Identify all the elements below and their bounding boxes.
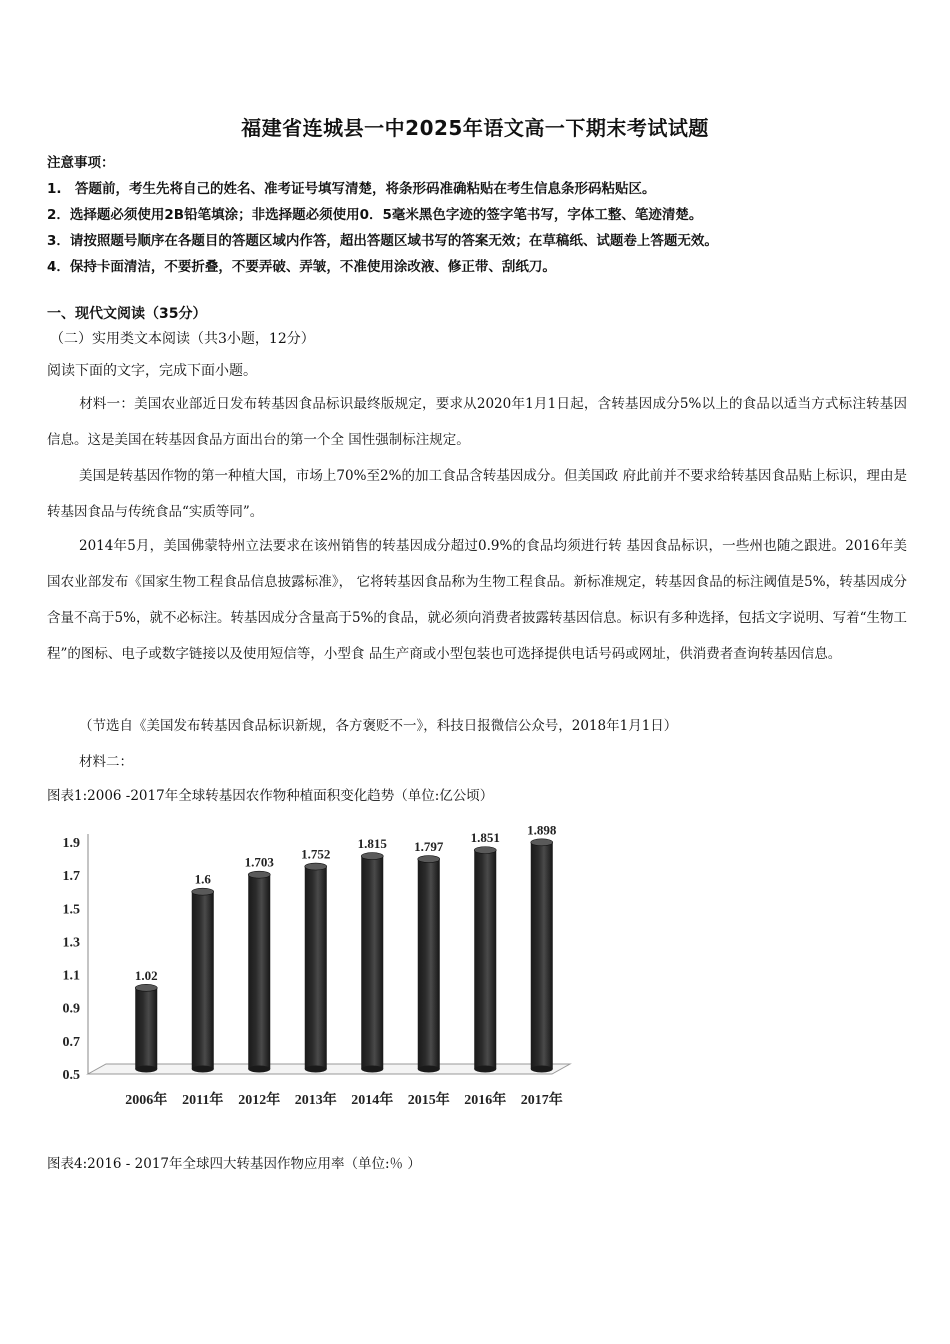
bar-base bbox=[474, 1066, 496, 1073]
notice-item: 1. 答题前，考生先将自己的姓名、准考证号填写清楚，将条形码准确粘贴在考生信息条形码粘贴区。 bbox=[47, 181, 656, 197]
notice-item: 2．选择题必须使用2B铅笔填涂；非选择题必须使用0．5毫米黑色字迹的签字笔书写，字体工整、笔迹清楚。 bbox=[47, 207, 703, 223]
bar-top bbox=[418, 856, 440, 863]
x-tick-label: 2014年 bbox=[351, 1093, 394, 1108]
bar bbox=[248, 875, 270, 1069]
data-label: 1.02 bbox=[134, 967, 158, 983]
bar bbox=[192, 892, 214, 1069]
bar-top bbox=[474, 847, 496, 854]
bar-base bbox=[531, 1066, 553, 1073]
bar bbox=[418, 859, 440, 1069]
data-label: 1.703 bbox=[244, 854, 274, 870]
bar bbox=[531, 842, 553, 1069]
notice-heading: 注意事项： bbox=[47, 155, 115, 171]
bar-base bbox=[135, 1066, 157, 1073]
x-tick-label: 2006年 bbox=[125, 1093, 168, 1108]
bar-top bbox=[305, 863, 327, 870]
x-tick-label: 2013年 bbox=[294, 1093, 337, 1108]
bar bbox=[305, 867, 327, 1069]
bar bbox=[135, 988, 157, 1069]
paragraph: 2014年5月，美国佛蒙特州立法要求在该州销售的转基因成分超过0.9%的食品均须进行转 基因食品标识，一些州也随之跟进。2016年美国农业部发布《国家生物工程食品信息披露标准》， 它将转基因食品称为生物工程食品。新标准规定，转基因食品的标注阈值是5%，转基因成分含量不高于5%，就不必标注。转基因成分含量高于5%的食品，就必须向消费者披露转基因信息。标识有多种选择，包括文字说明、写着“生物工程”的图标、电子或数字链接以及使用短信等，小型食 品生产商或小型包装也可选择提供电话号码或网址，供消费者查询转基因信息。 bbox=[47, 538, 907, 662]
bar-top bbox=[361, 853, 383, 860]
paragraph: 美国是转基因作物的第一种植大国，市场上70%至2%的加工食品含转基因成分。但美国政 府此前并不要求给转基因食品贴上标识，理由是转基因食品与传统食品“实质等同”。 bbox=[47, 468, 907, 520]
paragraph: 材料一：美国农业部近日发布转基因食品标识最终版规定，要求从2020年1月1日起，含转基因成分5%以上的食品以适当方式标注转基因信息。这是美国在转基因食品方面出台的第一个全 国性强制标注规定。 bbox=[47, 396, 907, 448]
y-tick-label: 1.1 bbox=[62, 968, 80, 984]
bar-base bbox=[361, 1066, 383, 1073]
bar-top bbox=[248, 871, 270, 878]
data-label: 1.851 bbox=[470, 830, 500, 846]
bar-top bbox=[192, 888, 214, 895]
data-label: 1.6 bbox=[194, 871, 211, 887]
bar-base bbox=[248, 1066, 270, 1073]
x-tick-label: 2012年 bbox=[238, 1093, 281, 1108]
chart1-caption: 图表1:2006 -2017年全球转基因农作物种植面积变化趋势（单位:亿公顷） bbox=[47, 788, 494, 804]
y-tick-label: 1.9 bbox=[62, 836, 80, 851]
x-tick-label: 2015年 bbox=[407, 1093, 450, 1108]
chart-floor bbox=[88, 1064, 570, 1074]
bar-top bbox=[135, 984, 157, 991]
notice-item: 4．保持卡面清洁，不要折叠，不要弄破、弄皱，不准使用涂改液、修正带、刮纸刀。 bbox=[47, 259, 556, 275]
material-label: 材料二： bbox=[79, 754, 133, 770]
data-label: 1.898 bbox=[527, 822, 557, 838]
bar-chart bbox=[40, 812, 580, 1122]
page-title: 福建省连城县一中2025年语文高一下期末考试试题 bbox=[241, 116, 709, 140]
y-tick-label: 1.7 bbox=[62, 869, 80, 885]
data-label: 1.752 bbox=[301, 846, 331, 862]
bar-top bbox=[531, 839, 553, 846]
section-heading: 一、现代文阅读（35分） bbox=[47, 306, 207, 322]
y-tick-label: 1.3 bbox=[62, 935, 80, 951]
data-label: 1.815 bbox=[357, 836, 387, 852]
subsection-heading: （二）实用类文本阅读（共3小题，12分） bbox=[50, 331, 315, 347]
y-tick-label: 0.9 bbox=[62, 1001, 80, 1017]
y-tick-label: 0.5 bbox=[62, 1068, 80, 1083]
bar bbox=[361, 856, 383, 1069]
notice-item: 3．请按照题号顺序在各题目的答题区域内作答，超出答题区域书写的答案无效；在草稿纸、试题卷上答题无效。 bbox=[47, 233, 718, 249]
source-citation: （节选自《美国发布转基因食品标识新规，各方褒贬不一》，科技日报微信公众号，2018年1月1日） bbox=[79, 718, 678, 734]
x-tick-label: 2011年 bbox=[182, 1093, 224, 1108]
x-tick-label: 2016年 bbox=[464, 1093, 507, 1108]
y-tick-label: 0.7 bbox=[62, 1034, 80, 1050]
x-tick-label: 2017年 bbox=[520, 1093, 563, 1108]
y-tick-label: 1.5 bbox=[62, 902, 80, 918]
bar bbox=[474, 850, 496, 1069]
bar-base bbox=[305, 1066, 327, 1073]
chart4-caption: 图表4:2016 - 2017年全球四大转基因作物应用率（单位:％ ） bbox=[47, 1156, 421, 1172]
instruction: 阅读下面的文字，完成下面小题。 bbox=[47, 363, 257, 379]
bar-base bbox=[192, 1066, 214, 1073]
data-label: 1.797 bbox=[414, 839, 444, 855]
bar-base bbox=[418, 1066, 440, 1073]
